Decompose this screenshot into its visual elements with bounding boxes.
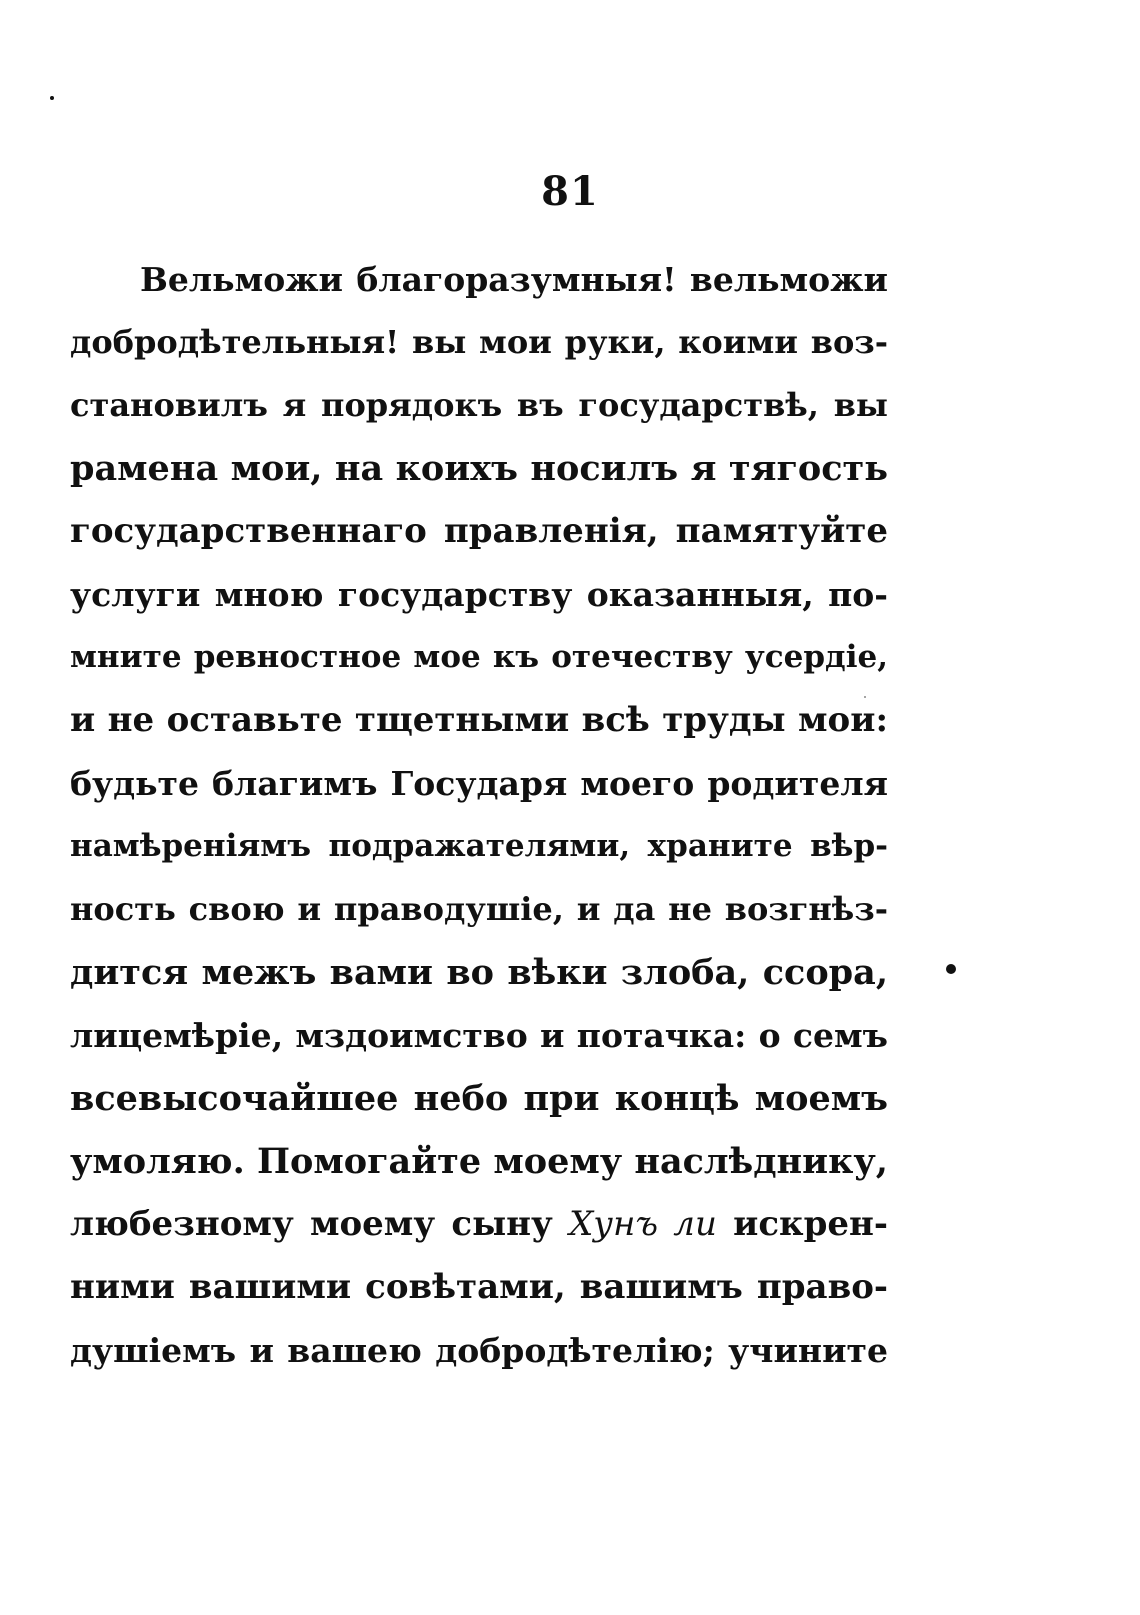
text-line: добродѣтельныя! вы мои руки, коими воз- — [70, 323, 888, 361]
ink-speck — [50, 96, 54, 100]
text-line: лицемѣріе, мздоимство и потачка: о семъ — [70, 1016, 888, 1055]
text-line: душіемъ и вашею добродѣтелію; учините — [70, 1331, 888, 1370]
italic-name: Хунъ ли — [569, 1204, 717, 1244]
text-line: намѣреніямъ подражателями, храните вѣр- — [70, 828, 888, 864]
text-line: и не оставьте тщетными всѣ труды мои: — [70, 700, 888, 740]
text-line: умоляю. Помогайте моему наслѣднику, — [70, 1141, 888, 1182]
body-text — [70, 248, 888, 1382]
text-line: мните ревностное мое къ отечеству усердіе, — [70, 639, 888, 675]
text-line: государственнаго правленія, памятуйте — [70, 511, 888, 551]
text-line: Вельможи благоразумныя! вельможи — [140, 260, 888, 299]
text-line: рамена мои, на коихъ носилъ я тягость — [70, 448, 888, 489]
text-line: ними вашими совѣтами, вашимъ право- — [70, 1267, 888, 1307]
text-line: дится межъ вами во вѣки злоба, ссора, — [70, 952, 888, 993]
text-line: всевысочайшее небо при концѣ моемъ — [70, 1078, 888, 1119]
text-line: становилъ я порядокъ въ государствѣ, вы — [70, 386, 888, 424]
ink-speck — [946, 964, 956, 974]
text-segment: любезному моему сыну — [70, 1204, 553, 1244]
text-line: будьте благимъ Государя моего родителя — [70, 764, 888, 803]
page-number: 81 — [541, 168, 599, 215]
text-line-with-name — [70, 1193, 888, 1256]
text-line: ность свою и праводушіе, и да не возгнѣз- — [70, 890, 888, 928]
text-line: услуги мною государству оказанныя, по- — [70, 575, 888, 614]
text-segment: искрен- — [733, 1204, 888, 1244]
